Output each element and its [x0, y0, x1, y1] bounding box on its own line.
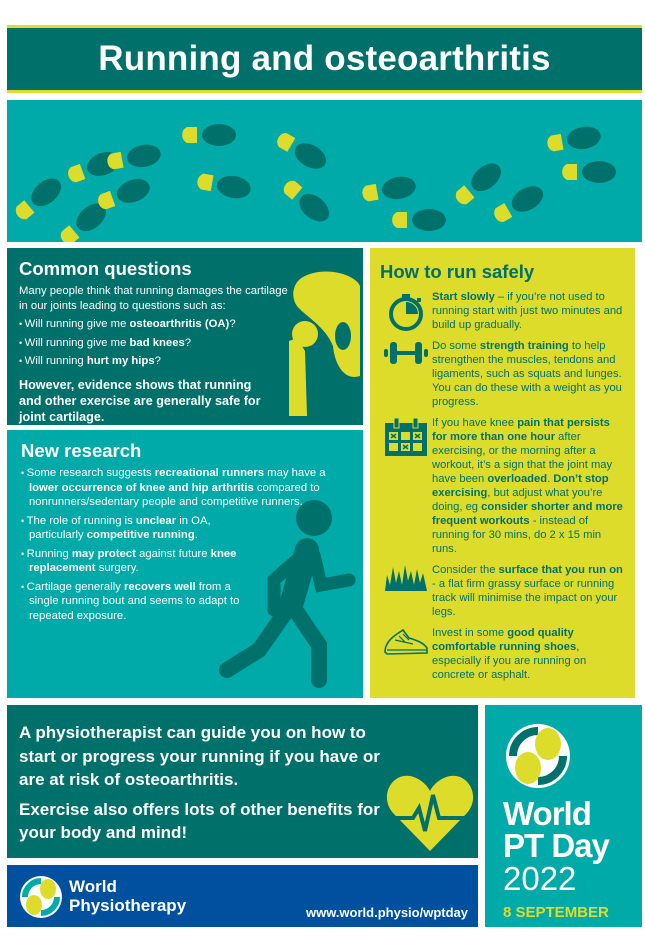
tip-text [432, 416, 625, 556]
bold-text: good quality comfortable running shoes [432, 627, 577, 653]
bold-text: may protect [71, 547, 136, 560]
tip-text [432, 626, 625, 682]
bold-text: unclear [135, 514, 177, 527]
tip-item [380, 339, 625, 409]
bold-text: Don’t stop exercising [432, 473, 609, 499]
common-questions-panel [7, 248, 363, 425]
text: , especially if you are running on concrete or asphalt. [432, 641, 587, 681]
text: from a single running bout and seems to adapt to repeated exposure. [29, 580, 240, 622]
text: Some research suggests [26, 467, 155, 479]
footprint-icon [196, 170, 253, 201]
text: in OA, particularly [29, 514, 211, 541]
exercise-benefits-message: Exercise also offers lots of other benefits for your body and mind! [19, 799, 380, 842]
text: . [547, 473, 554, 485]
title-banner [7, 25, 642, 93]
text: surgery. [95, 562, 139, 574]
wpt-title-line2: PT Day [503, 827, 609, 864]
text: Will running give me [24, 318, 130, 330]
dumbbell-icon [380, 339, 432, 409]
common-questions-heading: Common questions [19, 258, 192, 279]
bold-text: consider shorter and more frequent workouts [432, 501, 623, 527]
tip-item [380, 626, 625, 682]
bold-text: recovers well [124, 580, 196, 593]
hip-bone-icon [275, 266, 360, 416]
tip-item [380, 563, 625, 619]
text: , but adjust what you’re doing, eg [432, 487, 603, 513]
text: may have a [264, 467, 326, 479]
bullet-item [21, 547, 246, 576]
text: to help strengthen the muscles, tendons and ligaments, such as squats and lunges. You can do these with a weight as you progress. [432, 340, 622, 408]
bullet-item [21, 514, 246, 543]
text: Do some [432, 340, 480, 352]
text: after exercising, or the morning after a workout, it’s a sign that the joint may have been [432, 431, 613, 485]
bold-text: strength training [479, 340, 569, 352]
text: - a flat firm grassy surface or running track will minimise the impact on your legs. [432, 578, 618, 618]
wpt-year: 2022 [503, 860, 577, 897]
physiotherapist-message-panel [7, 705, 478, 858]
text: Invest in some [432, 627, 508, 639]
text: Running [26, 547, 72, 560]
text: - instead of running for 30 mins, do 2 x 15 min runs. [432, 515, 602, 555]
footprint-icon [490, 181, 548, 227]
bullet-item [21, 580, 246, 624]
runner-icon [219, 500, 359, 690]
text: ? [184, 336, 192, 349]
grass-icon [380, 563, 432, 619]
footprint-icon [182, 124, 236, 146]
bold-text: bad knees [129, 336, 185, 349]
wpt-title-line1: World [503, 795, 591, 832]
page-title: Running and osteoarthritis [98, 39, 551, 78]
org-name-line1: World [69, 877, 117, 896]
world-physiotherapy-logo [19, 875, 63, 919]
running-shoe-icon [380, 626, 432, 682]
bold-text: osteoarthritis (OA) [129, 318, 230, 330]
text: against future [135, 547, 211, 560]
tip-item [380, 290, 625, 332]
text: The role of running is [26, 514, 136, 527]
footprints-banner [7, 100, 642, 242]
footprint-icon [562, 161, 616, 183]
text: If you have knee [432, 417, 518, 429]
how-to-run-safely-panel [370, 248, 635, 698]
text: . [194, 529, 198, 541]
world-pt-day-panel [485, 705, 642, 927]
common-questions-conclusion: However, evidence shows that running and other exercise are generally safe for joint cartilage. [19, 377, 261, 424]
footprint-icon [106, 142, 163, 173]
wpt-date: 8 SEPTEMBER [503, 904, 609, 921]
bold-text: overloaded [487, 473, 548, 485]
tip-item [380, 416, 625, 556]
footprint-icon [392, 209, 446, 231]
bold-text: recreational runners [154, 467, 265, 479]
text: ? [154, 355, 161, 367]
footprint-icon [451, 158, 506, 209]
bold-text: Start slowly [432, 291, 495, 303]
text: ? [229, 318, 236, 330]
text: Will running give me [24, 336, 130, 349]
bold-text: surface that you run on [498, 564, 623, 576]
world-pt-day-logo [505, 723, 571, 789]
website-link[interactable]: www.world.physio/wptday [305, 905, 468, 920]
calendar-icon [380, 416, 432, 556]
footprints-illustration [7, 100, 642, 242]
footprint-icon [273, 128, 331, 174]
footprint-icon [361, 174, 418, 205]
text: compared to nonrunners/sedentary people and competitive runners. [29, 481, 320, 508]
bold-text: competitive running [86, 529, 195, 541]
text: Will running [24, 355, 87, 367]
how-to-run-heading: How to run safely [380, 261, 535, 282]
footprint-icon [95, 175, 153, 214]
new-research-heading: New research [21, 440, 142, 461]
footprint-icon [11, 173, 66, 224]
tip-text [432, 563, 625, 619]
tip-text [432, 290, 625, 332]
footprint-icon [546, 124, 603, 155]
tip-text [432, 339, 625, 409]
text: Consider the [432, 564, 499, 576]
common-questions-intro: Many people think that running damages the cartilage in our joints leading to questions such as: [19, 285, 288, 312]
world-physiotherapy-footer [7, 865, 478, 927]
bold-text: hurt my hips [86, 355, 155, 367]
physio-message: A physiotherapist can guide you on how to start or progress your running if you have or are at risk of osteoarthritis. [19, 723, 380, 789]
bold-text: knee replacement [29, 547, 237, 574]
org-name-line2: Physiotherapy [69, 896, 187, 915]
bold-text: lower occurrence of knee and hip arthritis [29, 481, 254, 494]
heart-pulse-icon [385, 773, 475, 853]
new-research-panel [7, 430, 363, 698]
text: – if you’re not used to running start with just two minutes and build up gradually. [432, 291, 623, 331]
text: Cartilage generally [26, 580, 124, 593]
footprint-icon [279, 176, 334, 227]
stopwatch-icon [380, 290, 432, 332]
bold-text: pain that persists for more than one hour [432, 417, 610, 443]
